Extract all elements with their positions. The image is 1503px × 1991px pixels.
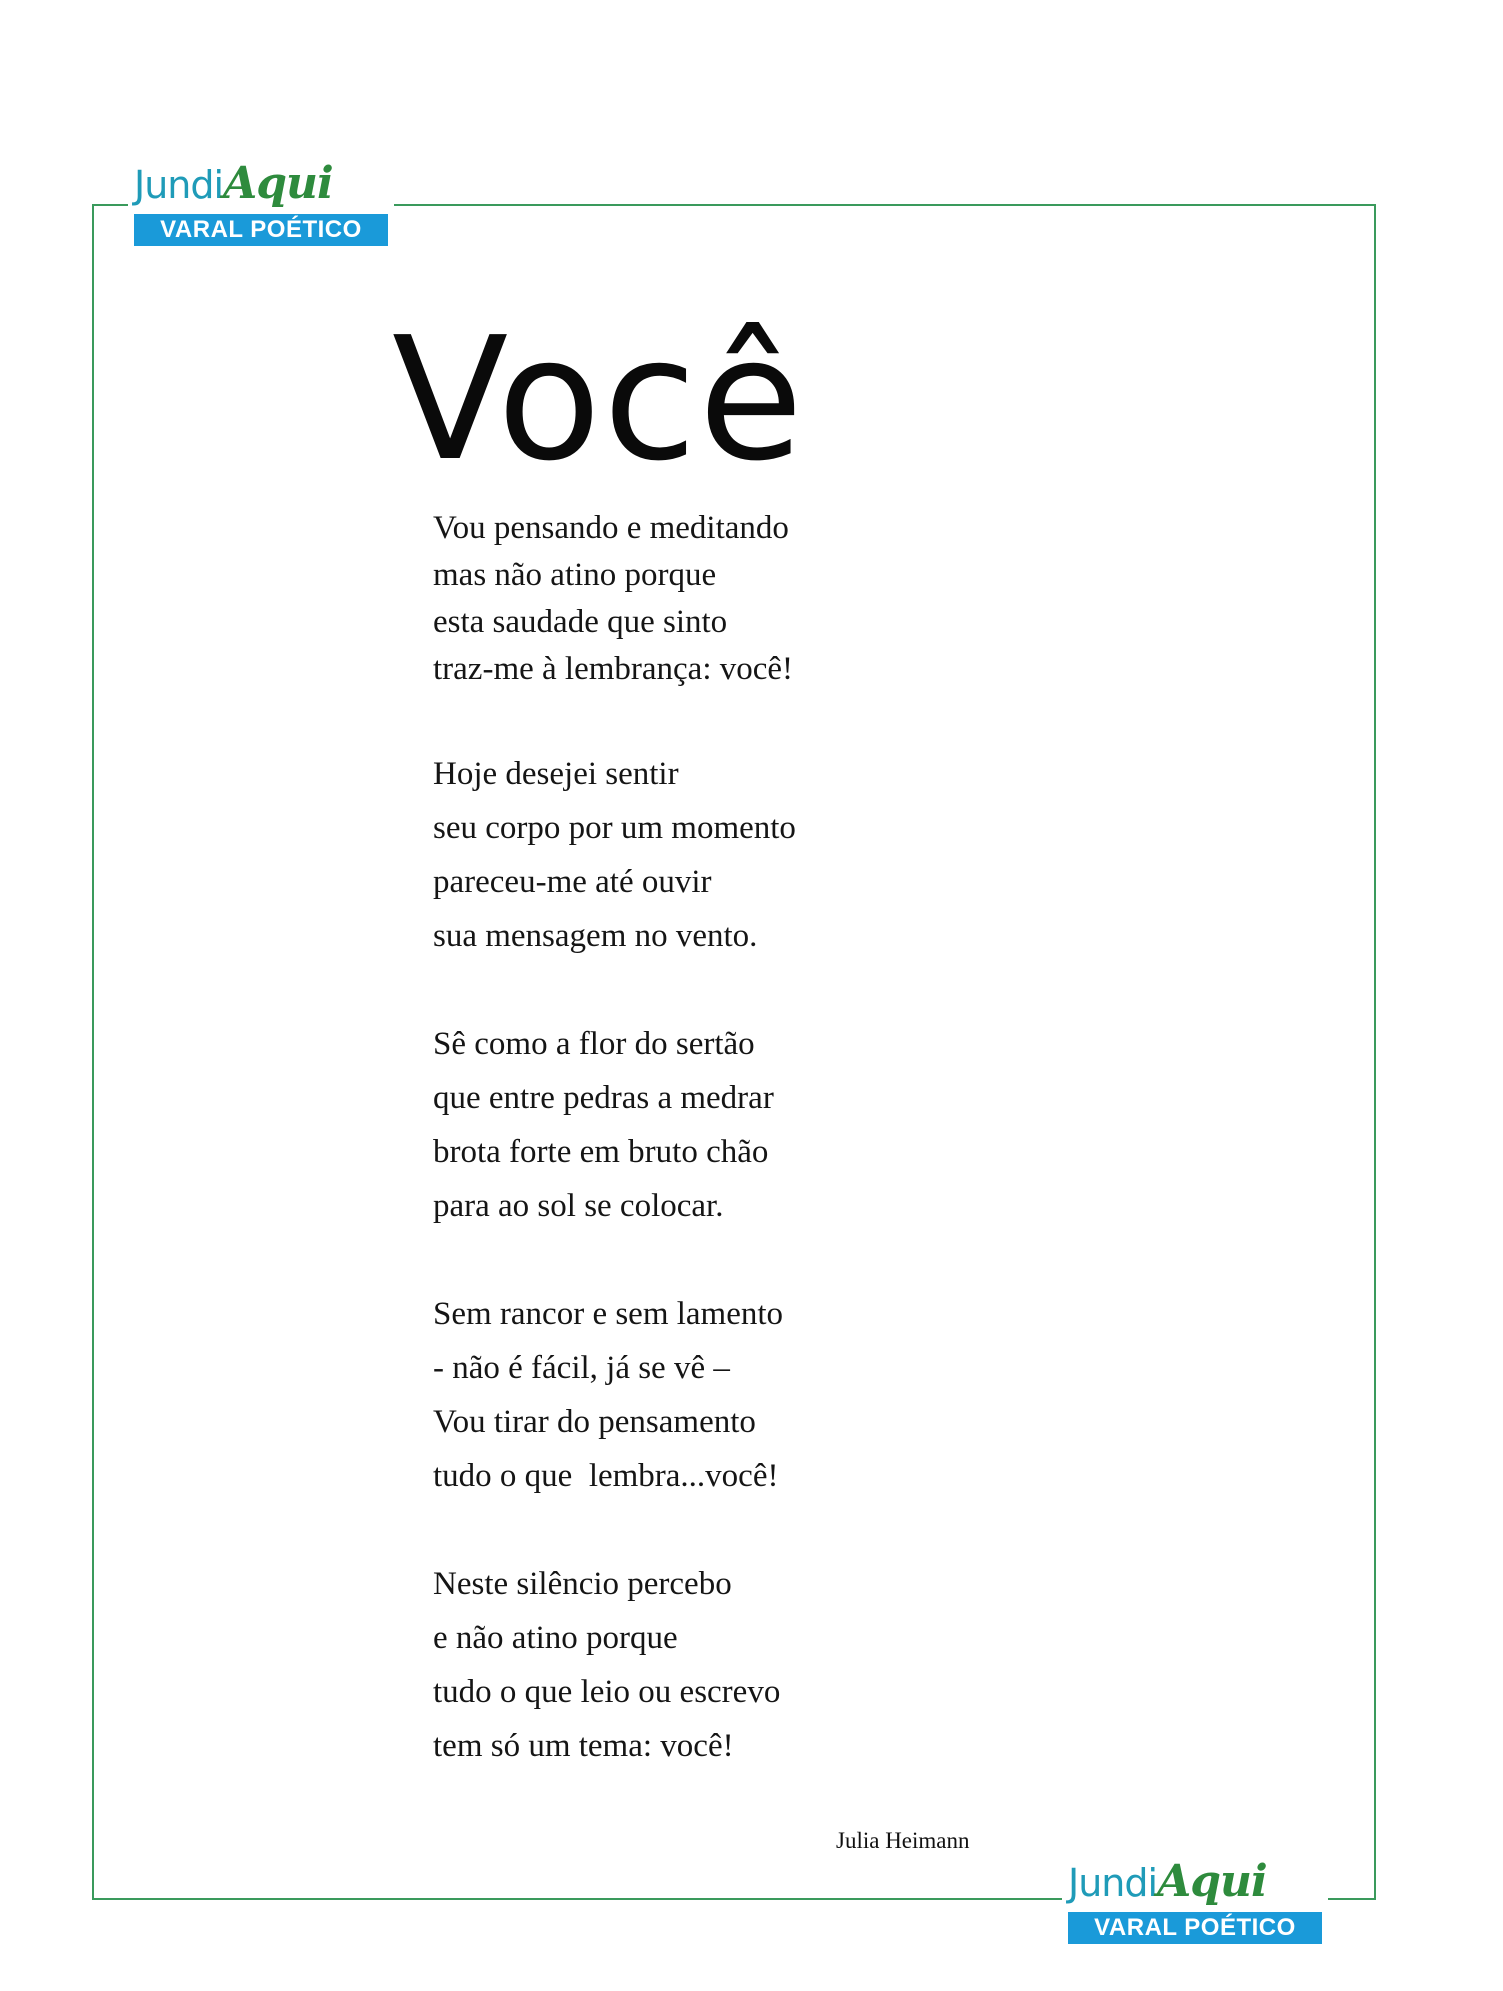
logo-wordmark	[134, 160, 388, 208]
logo-wordmark	[1068, 1858, 1322, 1906]
poem-stanza-5	[433, 1557, 1033, 1773]
poem-stanza-4	[433, 1287, 1033, 1503]
poem-line: - não é fácil, já se vê –	[433, 1350, 730, 1386]
poem-line: Neste silêncio percebo	[433, 1566, 732, 1602]
poem-line: Vou tirar do pensamento	[433, 1404, 756, 1440]
poem-line: traz-me à lembrança: você!	[433, 651, 794, 687]
poem-line: esta saudade que sinto	[433, 604, 728, 640]
poem-line: tudo o que lembra...você!	[433, 1458, 779, 1494]
poem-line: Sê como a flor do sertão	[433, 1026, 755, 1062]
poem-line: seu corpo por um momento	[433, 810, 796, 846]
poem-line: mas não atino porque	[433, 557, 717, 593]
logo-aqui-text: Aqui	[1157, 1856, 1267, 1907]
poem-line: tem só um tema: você!	[433, 1728, 734, 1764]
poem-line: Vou pensando e meditando	[433, 510, 789, 546]
poem-stanza-2	[433, 747, 1033, 963]
logo-badge-varal-poetico: VARAL POÉTICO	[1068, 1912, 1322, 1944]
jundiaqui-logo-bottom	[1062, 1858, 1328, 1944]
logo-badge-varal-poetico: VARAL POÉTICO	[134, 214, 388, 246]
poem-line: e não atino porque	[433, 1620, 678, 1656]
poem-line: que entre pedras a medrar	[433, 1080, 774, 1116]
logo-jundi-text: Jundi	[1068, 1861, 1158, 1905]
poem-body	[433, 505, 1033, 1773]
jundiaqui-logo-top	[128, 160, 394, 246]
logo-jundi-text: Jundi	[134, 163, 224, 207]
poem-line: brota forte em bruto chão	[433, 1134, 769, 1170]
poem-author: Julia Heimann	[836, 1828, 970, 1853]
poem-line: tudo o que leio ou escrevo	[433, 1674, 781, 1710]
poem-line: sua mensagem no vento.	[433, 918, 758, 954]
poem-title: Você	[392, 301, 806, 499]
poem-stanza-3	[433, 1017, 1033, 1233]
poem-line: para ao sol se colocar.	[433, 1188, 724, 1224]
logo-aqui-text: Aqui	[223, 158, 333, 209]
poem-stanza-1	[433, 505, 1033, 693]
poem-line: Sem rancor e sem lamento	[433, 1296, 784, 1332]
poem-line: Hoje desejei sentir	[433, 756, 679, 792]
poem-line: pareceu-me até ouvir	[433, 864, 712, 900]
